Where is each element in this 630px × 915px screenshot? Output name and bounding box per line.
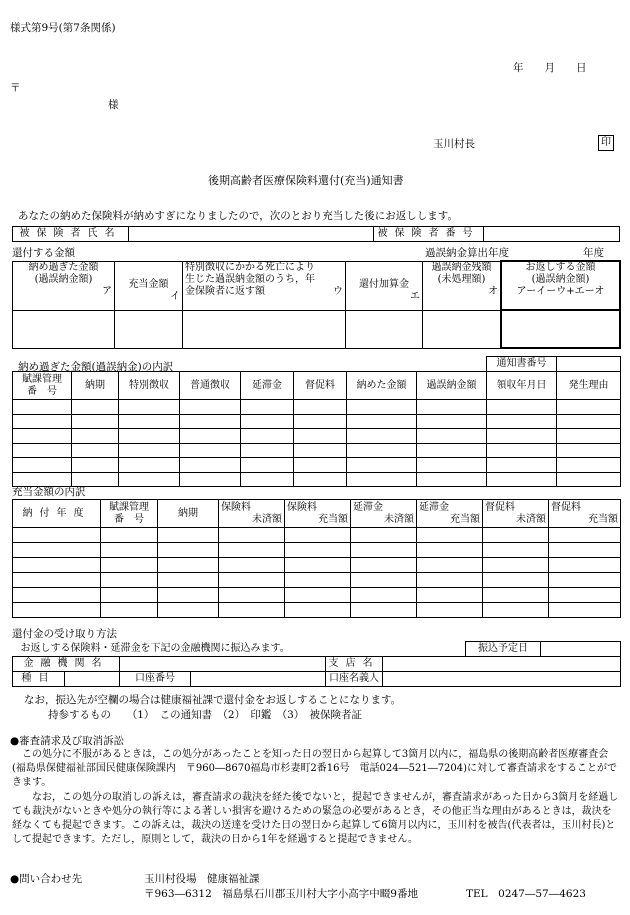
contact-label: ●問い合わせ先 bbox=[10, 873, 83, 885]
table-row bbox=[13, 588, 621, 603]
allocation-header-mgmt-no: 賦課管理 番 号 bbox=[101, 500, 158, 528]
table-row bbox=[13, 414, 621, 429]
table-row bbox=[13, 429, 621, 444]
table-row bbox=[13, 558, 621, 573]
table-row bbox=[13, 400, 621, 415]
holder-field bbox=[383, 672, 621, 687]
refund-col-f: お返しする金額 (過誤納金額) アーイーウ+エーオ bbox=[501, 261, 620, 310]
breakdown-header-normal: 普通徴収 bbox=[180, 372, 241, 400]
appeal-paragraph-2: なお，この処分の取消しの訴えは，審査請求の裁決を経た後でないと，提起できませんが，審査請求があった日から3箇月を経過しても裁決がないときや処分の執行等による著しい損害を避けるための緊急の必要があるとき，その他正当な理由があるときは，裁決を経なくても提起できます。この訴えは，裁決の送達を受けた日の翌日から起算して6箇月以内に，玉川村を被告(代表者は，玉川村長)として提起できます。ただし，原則として，裁決の日から1年を経過すると提起できません。 bbox=[12, 792, 619, 845]
transfer-date-label: 振込予定日 bbox=[466, 642, 541, 657]
table-row bbox=[13, 573, 621, 588]
table-row bbox=[13, 603, 621, 618]
transfer-text: お返しする保険料・延滞金を下記の金融機関に振込みます。 bbox=[20, 642, 290, 654]
table-row bbox=[13, 443, 621, 458]
insured-name-field bbox=[129, 227, 374, 242]
bank-label: 金融機関名 bbox=[13, 657, 120, 672]
appeal-paragraph-1: この処分に不服があるときは，この処分があったことを知った日の翌日から起算して3箇月以内に，福島県の後期高齢者医療審査会(福島県保健福祉部国民健康保険課内 〒960―8670福島市杉妻町2番16号 電話024―521―7204)に対して審査請求をすることができます。 bbox=[12, 749, 618, 788]
type-label: 種目 bbox=[13, 672, 65, 687]
refund-col-a: 納め過ぎた金額 (過誤納金額) ア bbox=[13, 261, 115, 310]
breakdown-header-late-fee: 延滞金 bbox=[241, 372, 294, 400]
type-field bbox=[65, 672, 120, 687]
breakdown-header-mgmt-no: 賦課管理 番 号 bbox=[13, 372, 72, 400]
allocation-header-premium-unpaid: 保険料 未済額 bbox=[219, 500, 285, 528]
postal-mark: 〒 bbox=[10, 82, 21, 94]
transfer-date-field bbox=[541, 642, 621, 657]
receipt-table bbox=[12, 641, 621, 687]
date-line: 年 月 日 bbox=[513, 62, 587, 74]
refund-value-a bbox=[13, 310, 115, 348]
allocation-header-reminder-applied: 督促料 充当額 bbox=[549, 500, 621, 528]
insured-name-label: 被保険者氏名 bbox=[13, 227, 129, 242]
refund-value-e bbox=[423, 310, 502, 348]
breakdown-header-special: 特別徴収 bbox=[119, 372, 180, 400]
refund-value-c bbox=[183, 310, 346, 348]
refund-year-label: 過誤納金算出年度 bbox=[425, 247, 509, 259]
allocation-header-late-unpaid: 延滞金 未済額 bbox=[351, 500, 417, 528]
contact-tel: TEL 0247―57―4623 bbox=[466, 888, 586, 900]
breakdown-header-reason: 発生理由 bbox=[557, 372, 621, 400]
form-number: 様式第9号(第7条関係) bbox=[10, 22, 116, 34]
seal-box bbox=[598, 135, 614, 151]
insured-info-table bbox=[12, 226, 620, 242]
appeal-heading: ●審査請求及び取消訴訟 bbox=[10, 735, 125, 747]
table-row bbox=[13, 458, 621, 473]
table-row bbox=[13, 472, 621, 487]
allocation-header-year: 納付年度 bbox=[13, 500, 101, 528]
allocation-header-row bbox=[13, 500, 621, 528]
notice-no-label: 通知書番号 bbox=[487, 357, 557, 372]
table-row bbox=[13, 528, 621, 543]
insured-no-label: 被保険者番号 bbox=[374, 227, 484, 242]
allocation-header-premium-applied: 保険料 充当額 bbox=[285, 500, 351, 528]
allocation-header-late-applied: 延滞金 充当額 bbox=[417, 500, 483, 528]
refund-value-d bbox=[346, 310, 423, 348]
table-row bbox=[13, 543, 621, 558]
breakdown-table bbox=[12, 356, 621, 487]
refund-value-b bbox=[115, 310, 183, 348]
holder-label: 口座名義人 bbox=[326, 672, 383, 687]
breakdown-header-overpaid: 過誤納金額 bbox=[417, 372, 487, 400]
breakdown-title: 納め過ぎた金額(過誤納金)の内訳 bbox=[18, 361, 174, 373]
receipt-title: 還付金の受け取り方法 bbox=[12, 628, 117, 640]
note-items-to-bring: 持参するもの （1） この通知書 （2） 印鑑 （3） 被保険者証 bbox=[48, 709, 363, 721]
insured-no-field bbox=[484, 227, 620, 242]
notice-no-field bbox=[557, 357, 621, 372]
contact-office: 玉川村役場 健康福祉課 bbox=[144, 873, 260, 885]
refund-col-b: 充当金額 イ bbox=[115, 261, 183, 310]
account-no-label: 口座番号 bbox=[120, 672, 191, 687]
contact-address: 〒963―6312 福島県石川郡玉川村大字小高字中畷9番地 bbox=[144, 888, 418, 900]
branch-label: 支店名 bbox=[326, 657, 383, 672]
refund-col-c: 特別徴収にかかる死亡により 生じた過誤納金額のうち，年 金保険者に返す額 ウ bbox=[183, 261, 346, 310]
breakdown-header-reminder: 督促料 bbox=[294, 372, 347, 400]
allocation-title: 充当金額の内訳 bbox=[12, 486, 86, 498]
branch-field bbox=[383, 657, 621, 672]
breakdown-header-due: 納期 bbox=[72, 372, 119, 400]
refund-value-f bbox=[501, 310, 620, 348]
addressee-suffix: 様 bbox=[108, 99, 119, 111]
bank-field bbox=[120, 657, 326, 672]
allocation-table bbox=[12, 499, 621, 618]
seal-mark: 印 bbox=[598, 135, 614, 151]
intro-text: あなたの納めた保険料が納めすぎになりましたので，次のとおり充当した後にお返しします。 bbox=[18, 210, 458, 222]
allocation-header-due: 納期 bbox=[158, 500, 219, 528]
transfer-text-cell bbox=[13, 642, 466, 657]
refund-col-d: 還付加算金 エ bbox=[346, 261, 423, 310]
breakdown-title-spacer bbox=[13, 357, 487, 372]
refund-section-label: 還付する金額 bbox=[12, 247, 75, 259]
allocation-header-reminder-unpaid: 督促料 未済額 bbox=[483, 500, 549, 528]
refund-table bbox=[12, 260, 621, 349]
refund-col-e: 過誤納金残額 (未処理額) オ bbox=[423, 261, 502, 310]
breakdown-header-row bbox=[13, 372, 621, 400]
account-no-field bbox=[191, 672, 326, 687]
breakdown-header-paid: 納めた金額 bbox=[347, 372, 417, 400]
issuer: 玉川村長 bbox=[433, 138, 475, 150]
document-title: 後期高齢者医療保険料還付(充当)通知書 bbox=[208, 174, 404, 187]
note-blank-account: なお，振込先が空欄の場合は健康福祉課で還付金をお返しすることになります。 bbox=[24, 694, 402, 706]
refund-year-unit: 年度 bbox=[583, 247, 604, 259]
breakdown-header-receipt-date: 領収年月日 bbox=[487, 372, 557, 400]
